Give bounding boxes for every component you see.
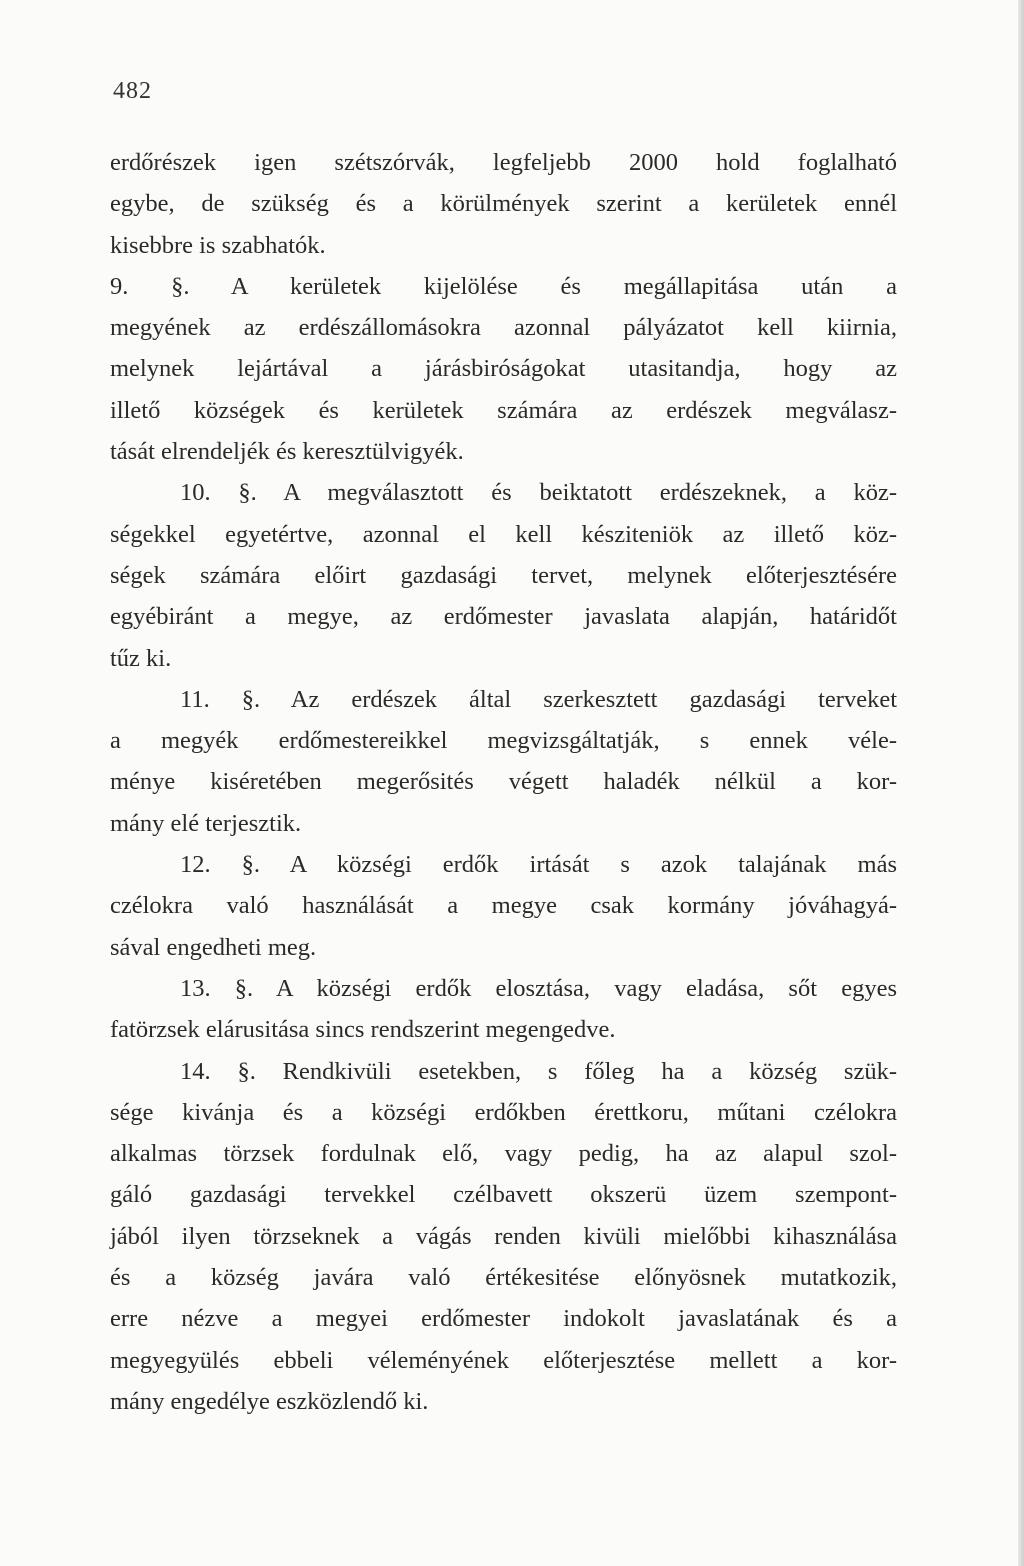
text-line: 13. §. A községi erdők elosztása, vagy eladása, sőt egyes xyxy=(180,974,897,1002)
text-line: fatörzsek elárusitása sincs rendszerint megengedve. xyxy=(110,1016,616,1044)
text-line: sége kivánja és a községi erdőkben érettkoru, műtani czélokra xyxy=(110,1098,897,1126)
text-line: czélokra való használását a megye csak kormány jóváhagyá- xyxy=(110,892,897,920)
text-line: 11. §. Az erdészek által szerkesztett gazdasági terveket xyxy=(180,685,897,713)
text-line: erdőrészek igen szétszórvák, legfeljebb 2000 hold foglalható xyxy=(110,149,897,176)
text-line: megyének az erdészállomásokra azonnal pályázatot kell kiirnia, xyxy=(110,314,897,342)
body-text xyxy=(110,142,897,1422)
text-line: ménye kiséretében megerősités végett haladék nélkül a kor- xyxy=(110,768,897,796)
text-line: és a község javára való értékesitése előnyösnek mutatkozik, xyxy=(110,1264,897,1292)
text-line: alkalmas törzsek fordulnak elő, vagy pedig, ha az alapul szol- xyxy=(110,1140,897,1168)
text-line: 9. §. A kerületek kijelölése és megállapitása után a xyxy=(110,272,897,300)
text-line: egybe, de szükség és a körülmények szerint a kerületek ennél xyxy=(110,190,897,218)
text-line: gáló gazdasági tervekkel czélbavett okszerü üzem szempont- xyxy=(110,1181,897,1209)
text-line: 14. §. Rendkivüli esetekben, s főleg ha a község szük- xyxy=(180,1057,897,1085)
text-line: egyébiránt a megye, az erdőmester javaslata alapján, határidőt xyxy=(110,603,897,631)
text-line: erre nézve a megyei erdőmester indokolt javaslatának és a xyxy=(110,1305,897,1333)
text-line: mány engedélye eszközlendő ki. xyxy=(110,1387,429,1415)
text-line: sával engedheti meg. xyxy=(110,933,317,961)
text-line: tását elrendeljék és keresztülvigyék. xyxy=(110,438,464,466)
text-line: illető községek és kerületek számára az erdészek megválasz- xyxy=(110,396,897,424)
text-line: 10. §. A megválasztott és beiktatott erdészeknek, a köz- xyxy=(180,479,897,507)
text-line: 12. §. A községi erdők irtását s azok talajának más xyxy=(180,851,897,879)
text-line: a megyék erdőmestereikkel megvizsgáltatják, s ennek véle- xyxy=(110,727,897,755)
text-line: ségek számára előirt gazdasági tervet, melynek előterjesztésére xyxy=(110,561,897,589)
text-line: mány elé terjesztik. xyxy=(110,809,302,837)
text-line: melynek lejártával a járásbiróságokat utasitandja, hogy az xyxy=(110,355,897,383)
text-line: tűz ki. xyxy=(110,644,172,672)
text-line: megyegyülés ebbeli véleményének előterjesztése mellett a kor- xyxy=(110,1346,897,1374)
page-edge xyxy=(1018,0,1024,1566)
text-line: kisebbre is szabhatók. xyxy=(110,231,326,259)
text-line: ségekkel egyetértve, azonnal el kell késziteniök az illető köz- xyxy=(110,520,897,548)
text-line: jából ilyen törzseknek a vágás renden kivüli mielőbbi kihasználása xyxy=(110,1222,897,1250)
page-number: 482 xyxy=(113,78,152,104)
